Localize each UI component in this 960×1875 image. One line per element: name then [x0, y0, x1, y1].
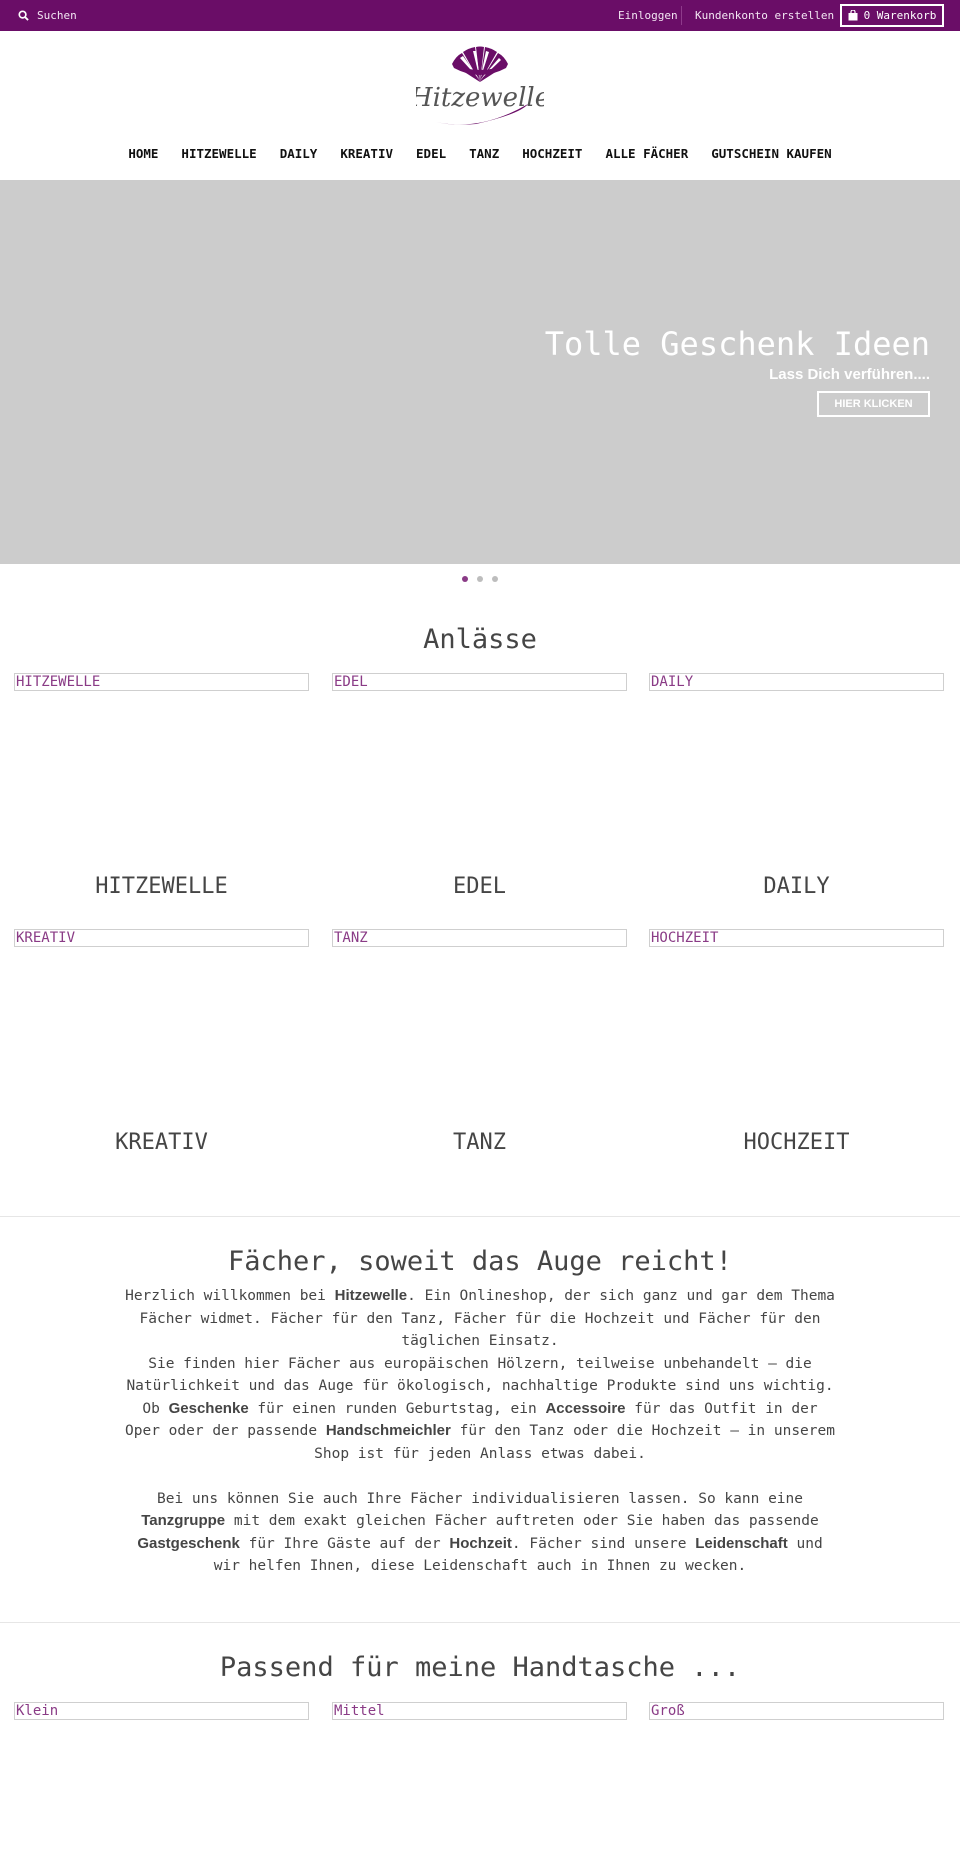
search-label: Suchen: [37, 9, 77, 22]
nav-item-edel[interactable]: EDEL: [416, 146, 447, 161]
category-caption-daily[interactable]: DAILY: [763, 874, 830, 899]
hero-subtitle: Lass Dich verführen....: [769, 366, 930, 383]
fan-logo-icon: [416, 42, 544, 132]
category-card-daily[interactable]: DAILY: [649, 673, 944, 691]
topbar-divider: [681, 6, 682, 25]
nav-item-hochzeit[interactable]: HOCHZEIT: [522, 146, 583, 161]
nav-item-tanz[interactable]: TANZ: [469, 146, 500, 161]
site-logo[interactable]: [416, 42, 544, 132]
top-bar: [0, 0, 960, 31]
intro-paragraph-2: Sie finden hier Fächer aus europäischen Hölzern, teilweise unbehandelt – die Natürlichkeit und das Auge für ökologisch, nachhaltige Produkte sind uns wichtig. Ob Geschenke für einen runden Geburtstag, ein Accessoire für das Outfit in der Oper oder der passende Handschmeichler für den Tanz oder die Hochzeit – in unserem Shop ist für jeden Anlass etwas dabei.: [125, 1355, 835, 1462]
slider-dot-1[interactable]: [462, 576, 468, 582]
category-caption-hitzewelle[interactable]: HITZEWELLE: [95, 874, 228, 899]
slider-dot-2[interactable]: [477, 576, 483, 582]
register-link[interactable]: Kundenkonto erstellen: [695, 9, 835, 22]
nav-item-gutschein[interactable]: GUTSCHEIN KAUFEN: [711, 146, 832, 161]
occasions-title: Anlässe: [423, 624, 537, 655]
intro-paragraph-1: Herzlich willkommen bei Hitzewelle. Ein Onlineshop, der sich ganz und gar dem Thema Fächer widmet. Fächer für den Tanz, Fächer für die Hochzeit und Fächer für den täglichen Einsatz.: [125, 1287, 835, 1349]
size-card-klein[interactable]: Klein: [14, 1702, 309, 1720]
section-divider: [0, 1216, 960, 1217]
nav-item-hitzewelle[interactable]: HITZEWELLE: [181, 146, 257, 161]
category-card-edel[interactable]: EDEL: [332, 673, 627, 691]
main-nav: [0, 146, 960, 164]
category-caption-edel[interactable]: EDEL: [453, 874, 506, 899]
nav-item-daily[interactable]: DAILY: [279, 146, 318, 161]
shopping-bag-icon: [848, 10, 858, 21]
nav-item-alle-faecher[interactable]: ALLE FÄCHER: [605, 146, 689, 161]
search-link[interactable]: [18, 0, 77, 31]
intro-paragraph-3: Bei uns können Sie auch Ihre Fächer individualisieren lassen. So kann eine Tanzgruppe mit dem exakt gleichen Fächer auftreten oder Sie haben das passende Gastgeschenk für Ihre Gäste auf der Hochzeit. Fächer sind unsere Leidenschaft und wir helfen Ihnen, diese Leidenschaft auch in Ihnen zu wecken.: [137, 1490, 823, 1574]
intro-text: [122, 1285, 838, 1578]
size-card-gross[interactable]: Groß: [649, 1702, 944, 1720]
search-icon: [18, 10, 29, 21]
section-divider-2: [0, 1622, 960, 1623]
hero-title: Tolle Geschenk Ideen: [544, 325, 930, 363]
nav-item-home[interactable]: HOME: [128, 146, 159, 161]
category-card-hochzeit[interactable]: HOCHZEIT: [649, 929, 944, 947]
category-card-tanz[interactable]: TANZ: [332, 929, 627, 947]
slider-dots: [0, 576, 960, 582]
cart-button[interactable]: [840, 4, 944, 27]
bags-title: Passend für meine Handtasche ...: [219, 1652, 741, 1683]
hero-slider[interactable]: [0, 180, 960, 564]
login-link[interactable]: Einloggen: [618, 9, 678, 22]
logo-text: Hitzewelle: [416, 83, 544, 113]
hero-cta-button[interactable]: HIER KLICKEN: [817, 391, 930, 417]
category-caption-tanz[interactable]: TANZ: [453, 1130, 506, 1155]
slider-dot-3[interactable]: [492, 576, 498, 582]
size-card-mittel[interactable]: Mittel: [332, 1702, 627, 1720]
cart-label: 0 Warenkorb: [863, 9, 937, 22]
category-card-hitzewelle[interactable]: HITZEWELLE: [14, 673, 309, 691]
category-caption-kreativ[interactable]: KREATIV: [115, 1130, 208, 1155]
category-caption-hochzeit[interactable]: HOCHZEIT: [743, 1130, 850, 1155]
nav-item-kreativ[interactable]: KREATIV: [340, 146, 394, 161]
category-card-kreativ[interactable]: KREATIV: [14, 929, 309, 947]
intro-title: Fächer, soweit das Auge reicht!: [228, 1246, 732, 1277]
